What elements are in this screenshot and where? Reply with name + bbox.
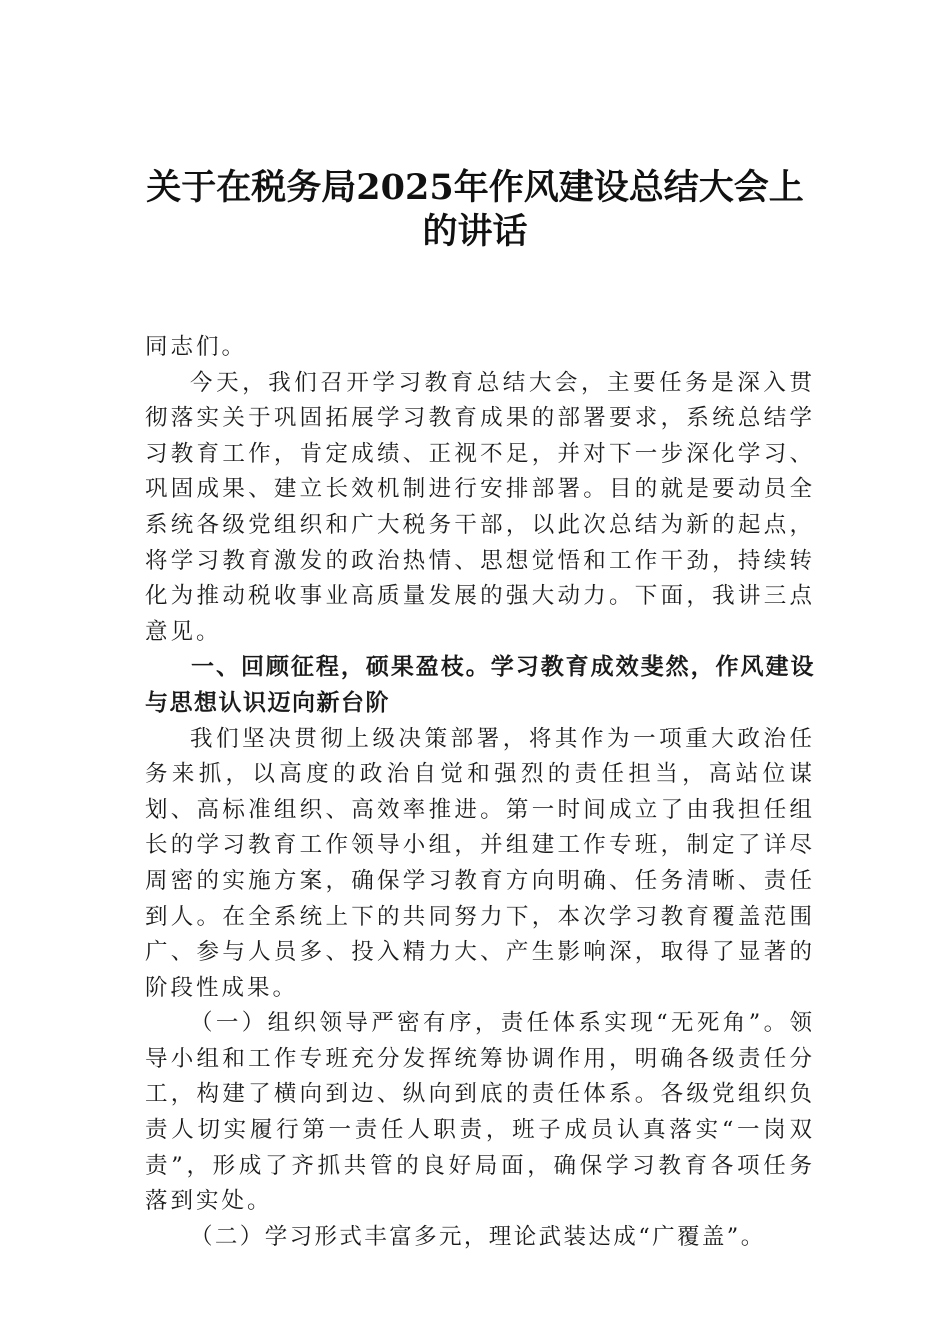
subsection-1-block	[145, 1006, 815, 1220]
section-heading-1: 一、回顾征程，硕果盈枝。学习教育成效斐然，作风建设与思想认识迈向新台阶	[145, 654, 815, 716]
section-1-paragraph: 我们坚决贯彻上级决策部署，将其作为一项重大政治任务来抓，以高度的政治自觉和强烈的责任担当，高站位谋划、高标准组织、高效率推进。第一时间成立了由我担任组长的学习教育工作领导小组，并组建工作专班，制定了详尽周密的实施方案，确保学习教育方向明确、任务清晰、责任到人。在全系统上下的共同努力下，本次学习教育覆盖范围广、参与人员多、投入精力大、产生影响深，取得了显著的阶段性成果。	[145, 725, 815, 1001]
intro-paragraph: 今天，我们召开学习教育总结大会，主要任务是深入贯彻落实关于巩固拓展学习教育成果的部署要求，系统总结学习教育工作，肯定成绩、正视不足，并对下一步深化学习、巩固成果、建立长效机制进行安排部署。目的就是要动员全系统各级党组织和广大税务干部，以此次总结为新的起点，将学习教育激发的政治热情、思想觉悟和工作干劲，持续转化为推动税收事业高质量发展的强大动力。下面，我讲三点意见。	[145, 369, 815, 645]
document-title-line-1: 关于在税务局2025年作风建设总结大会上	[146, 167, 804, 208]
subsection-heading-1: （一）组织领导严密有序，责任体系实现“无死角”。	[190, 1010, 790, 1037]
document-title-line-2: 的讲话	[422, 211, 528, 252]
subsection-heading-2: （二）学习形式丰富多元，理论武装达成“广覆盖”。	[190, 1223, 766, 1250]
subsection-1-paragraph: 领导小组和工作专班充分发挥统筹协调作用，明确各级责任分工，构建了横向到边、纵向到底的责任体系。各级党组织负责人切实履行第一责任人职责，班子成员认真落实“一岗双责”，形成了齐抓共管的良好局面，确保学习教育各项任务落到实处。	[145, 1010, 815, 1215]
document-body	[145, 330, 815, 1255]
salutation: 同志们。	[145, 334, 248, 360]
